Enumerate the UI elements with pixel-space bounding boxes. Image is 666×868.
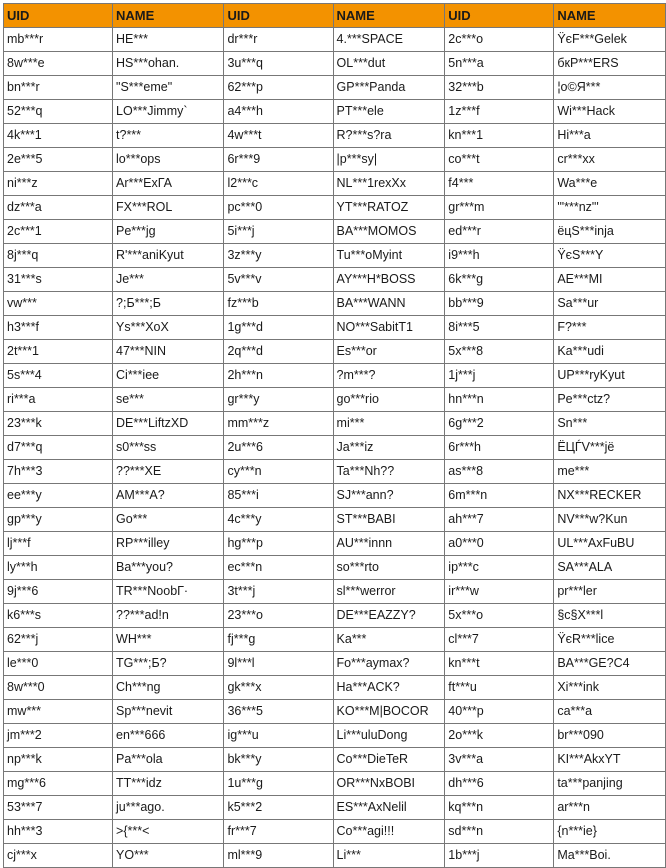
name-cell: me*** (554, 460, 666, 484)
uid-cell: sd***n (445, 820, 554, 844)
uid-name-table (3, 3, 666, 868)
uid-cell: f4*** (445, 172, 554, 196)
uid-cell: 5s***4 (4, 364, 113, 388)
uid-cell: 8w***0 (4, 676, 113, 700)
name-cell: TT***idz (113, 772, 224, 796)
uid-cell: 2c***o (445, 28, 554, 52)
name-cell: Sn*** (554, 412, 666, 436)
table-row (4, 52, 666, 76)
name-cell: Ka***udi (554, 340, 666, 364)
uid-cell: 6m***n (445, 484, 554, 508)
uid-cell: 8w***e (4, 52, 113, 76)
uid-cell: 2h***n (224, 364, 333, 388)
uid-cell: kn***t (445, 652, 554, 676)
uid-cell: 32***b (445, 76, 554, 100)
name-cell: Ch***ng (113, 676, 224, 700)
name-cell: se*** (113, 388, 224, 412)
name-cell: mi*** (333, 412, 445, 436)
name-cell: Li***uluDong (333, 724, 445, 748)
name-cell: Ci***iee (113, 364, 224, 388)
name-cell: §c§X***l (554, 604, 666, 628)
uid-cell: 7h***3 (4, 460, 113, 484)
uid-cell: ip***c (445, 556, 554, 580)
name-cell: бкP***ERS (554, 52, 666, 76)
uid-table-container (3, 3, 666, 868)
uid-cell: 8i***5 (445, 316, 554, 340)
name-cell: Ja***iz (333, 436, 445, 460)
name-cell: Wi***Hack (554, 100, 666, 124)
uid-cell: ed***r (445, 220, 554, 244)
uid-cell: ri***a (4, 388, 113, 412)
table-row (4, 652, 666, 676)
uid-cell: fr***7 (224, 820, 333, 844)
name-cell: Pe***ctz? (554, 388, 666, 412)
table-row (4, 388, 666, 412)
uid-cell: 2c***1 (4, 220, 113, 244)
uid-cell: 62***j (4, 628, 113, 652)
uid-cell: dr***r (224, 28, 333, 52)
name-cell: {n***ie} (554, 820, 666, 844)
name-cell: Sa***ur (554, 292, 666, 316)
name-cell: NX***RECKER (554, 484, 666, 508)
name-cell: s0***ss (113, 436, 224, 460)
uid-cell: hh***3 (4, 820, 113, 844)
name-cell: TG***;Б? (113, 652, 224, 676)
uid-cell: pc***0 (224, 196, 333, 220)
name-cell: Co***agi!!! (333, 820, 445, 844)
name-cell: |p***sy| (333, 148, 445, 172)
uid-cell: 31***s (4, 268, 113, 292)
uid-cell: 6g***2 (445, 412, 554, 436)
uid-cell: k6***s (4, 604, 113, 628)
uid-cell: co***t (445, 148, 554, 172)
name-cell: ??***ad!n (113, 604, 224, 628)
name-cell: YT***RATOZ (333, 196, 445, 220)
table-row (4, 484, 666, 508)
name-cell: FX***ROL (113, 196, 224, 220)
table-row (4, 76, 666, 100)
name-cell: UP***ryKyut (554, 364, 666, 388)
name-cell: Wa***e (554, 172, 666, 196)
uid-cell: cy***n (224, 460, 333, 484)
table-row (4, 316, 666, 340)
uid-cell: 2u***6 (224, 436, 333, 460)
name-cell: HS***ohan. (113, 52, 224, 76)
name-cell: Ha***ACK? (333, 676, 445, 700)
name-cell: BA***GE?C4 (554, 652, 666, 676)
name-cell: >{***< (113, 820, 224, 844)
uid-cell: 4c***y (224, 508, 333, 532)
uid-cell: 3u***q (224, 52, 333, 76)
name-cell: ?m***? (333, 364, 445, 388)
uid-cell: ml***9 (224, 844, 333, 868)
name-cell: so***rto (333, 556, 445, 580)
name-cell: 4.***SPACE (333, 28, 445, 52)
uid-cell: 23***k (4, 412, 113, 436)
name-cell: Co***DieTeR (333, 748, 445, 772)
uid-cell: 9l***l (224, 652, 333, 676)
uid-cell: 9j***6 (4, 580, 113, 604)
name-cell: DE***EAZZY? (333, 604, 445, 628)
table-row (4, 460, 666, 484)
name-cell: LO***Jimmy` (113, 100, 224, 124)
name-cell: Pa***ola (113, 748, 224, 772)
name-cell: Ta***Nh?? (333, 460, 445, 484)
uid-cell: mm***z (224, 412, 333, 436)
name-cell: NV***w?Kun (554, 508, 666, 532)
table-row (4, 340, 666, 364)
header-uid: UID (445, 4, 554, 28)
uid-cell: 6r***9 (224, 148, 333, 172)
uid-cell: 1u***g (224, 772, 333, 796)
name-cell: RP***illey (113, 532, 224, 556)
name-cell: DE***LiftzXD (113, 412, 224, 436)
table-row (4, 724, 666, 748)
uid-cell: 5n***a (445, 52, 554, 76)
table-row (4, 268, 666, 292)
uid-cell: 2t***1 (4, 340, 113, 364)
uid-cell: 85***i (224, 484, 333, 508)
uid-cell: cl***7 (445, 628, 554, 652)
uid-cell: bk***y (224, 748, 333, 772)
header-name: NAME (333, 4, 445, 28)
uid-cell: 3t***j (224, 580, 333, 604)
table-row (4, 100, 666, 124)
table-row (4, 220, 666, 244)
table-row (4, 628, 666, 652)
uid-cell: np***k (4, 748, 113, 772)
uid-cell: ec***n (224, 556, 333, 580)
name-cell: Go*** (113, 508, 224, 532)
uid-cell: 5x***o (445, 604, 554, 628)
name-cell: Li*** (333, 844, 445, 868)
name-cell: GP***Panda (333, 76, 445, 100)
uid-cell: 40***p (445, 700, 554, 724)
table-row (4, 580, 666, 604)
table-row (4, 844, 666, 868)
name-cell: ?;Б***;Б (113, 292, 224, 316)
uid-cell: ee***y (4, 484, 113, 508)
uid-cell: mb***r (4, 28, 113, 52)
table-row (4, 412, 666, 436)
uid-cell: ir***w (445, 580, 554, 604)
name-cell: en***666 (113, 724, 224, 748)
table-row (4, 796, 666, 820)
table-row (4, 364, 666, 388)
name-cell: br***090 (554, 724, 666, 748)
table-row (4, 748, 666, 772)
name-cell: "'***nz"' (554, 196, 666, 220)
table-row (4, 196, 666, 220)
name-cell: Xi***ink (554, 676, 666, 700)
name-cell: ju***ago. (113, 796, 224, 820)
header-name: NAME (554, 4, 666, 28)
name-cell: BA***MOMOS (333, 220, 445, 244)
uid-cell: 6r***h (445, 436, 554, 460)
name-cell: lo***ops (113, 148, 224, 172)
name-cell: AY***H*BOSS (333, 268, 445, 292)
uid-cell: a4***h (224, 100, 333, 124)
uid-cell: 6k***g (445, 268, 554, 292)
table-row (4, 172, 666, 196)
uid-cell: cj***x (4, 844, 113, 868)
uid-cell: 3v***a (445, 748, 554, 772)
name-cell: ta***panjing (554, 772, 666, 796)
uid-cell: jm***2 (4, 724, 113, 748)
uid-cell: 8j***q (4, 244, 113, 268)
uid-cell: bb***9 (445, 292, 554, 316)
name-cell: Tu***oMyint (333, 244, 445, 268)
uid-cell: ah***7 (445, 508, 554, 532)
header-row (4, 4, 666, 28)
name-cell: go***rio (333, 388, 445, 412)
name-cell: Ar***ExГА (113, 172, 224, 196)
name-cell: Es***or (333, 340, 445, 364)
name-cell: Pe***jg (113, 220, 224, 244)
uid-cell: 5v***v (224, 268, 333, 292)
uid-cell: d7***q (4, 436, 113, 460)
uid-cell: hn***n (445, 388, 554, 412)
name-cell: KO***M|BOCOR (333, 700, 445, 724)
uid-cell: fz***b (224, 292, 333, 316)
name-cell: ST***BABI (333, 508, 445, 532)
name-cell: BA***WANN (333, 292, 445, 316)
name-cell: AM***A? (113, 484, 224, 508)
name-cell: Ys***XoX (113, 316, 224, 340)
name-cell: Sp***nevit (113, 700, 224, 724)
table-body (4, 28, 666, 868)
name-cell: F?*** (554, 316, 666, 340)
uid-cell: h3***f (4, 316, 113, 340)
uid-cell: 1b***j (445, 844, 554, 868)
table-row (4, 556, 666, 580)
name-cell: cr***xx (554, 148, 666, 172)
uid-cell: bn***r (4, 76, 113, 100)
uid-cell: 2o***k (445, 724, 554, 748)
uid-cell: gr***y (224, 388, 333, 412)
name-cell: OR***NxBOBI (333, 772, 445, 796)
uid-cell: gp***y (4, 508, 113, 532)
header-name: NAME (113, 4, 224, 28)
uid-cell: 5x***8 (445, 340, 554, 364)
header-uid: UID (4, 4, 113, 28)
table-row (4, 532, 666, 556)
uid-cell: 23***o (224, 604, 333, 628)
uid-cell: kn***1 (445, 124, 554, 148)
name-cell: ar***n (554, 796, 666, 820)
name-cell: sl***werror (333, 580, 445, 604)
uid-cell: ig***u (224, 724, 333, 748)
name-cell: SJ***ann? (333, 484, 445, 508)
uid-cell: as***8 (445, 460, 554, 484)
name-cell: ES***AxNelil (333, 796, 445, 820)
uid-cell: 1g***d (224, 316, 333, 340)
table-row (4, 28, 666, 52)
name-cell: Ma***Boi. (554, 844, 666, 868)
uid-cell: i9***h (445, 244, 554, 268)
table-row (4, 820, 666, 844)
name-cell: UL***AxFuBU (554, 532, 666, 556)
name-cell: AU***innn (333, 532, 445, 556)
name-cell: R?***s?ra (333, 124, 445, 148)
uid-cell: 36***5 (224, 700, 333, 724)
uid-cell: ft***u (445, 676, 554, 700)
table-row (4, 244, 666, 268)
name-cell: AE***MI (554, 268, 666, 292)
name-cell: KI***AkxYT (554, 748, 666, 772)
table-row (4, 604, 666, 628)
uid-cell: mw*** (4, 700, 113, 724)
uid-cell: kq***n (445, 796, 554, 820)
uid-cell: 1z***f (445, 100, 554, 124)
name-cell: Ba***you? (113, 556, 224, 580)
uid-cell: hg***p (224, 532, 333, 556)
uid-cell: gk***x (224, 676, 333, 700)
uid-cell: ni***z (4, 172, 113, 196)
uid-cell: k5***2 (224, 796, 333, 820)
name-cell: ¦o©Я*** (554, 76, 666, 100)
name-cell: "S***eme" (113, 76, 224, 100)
uid-cell: lj***f (4, 532, 113, 556)
header-uid: UID (224, 4, 333, 28)
table-row (4, 772, 666, 796)
uid-cell: mg***6 (4, 772, 113, 796)
name-cell: HE*** (113, 28, 224, 52)
name-cell: R'***aniKyut (113, 244, 224, 268)
name-cell: ca***a (554, 700, 666, 724)
name-cell: ??***XE (113, 460, 224, 484)
uid-cell: gr***m (445, 196, 554, 220)
name-cell: NL***1rexXx (333, 172, 445, 196)
uid-cell: 2q***d (224, 340, 333, 364)
uid-cell: 1j***j (445, 364, 554, 388)
uid-cell: dh***6 (445, 772, 554, 796)
name-cell: PT***ele (333, 100, 445, 124)
name-cell: ЁЦЃV***jë (554, 436, 666, 460)
uid-cell: vw*** (4, 292, 113, 316)
name-cell: 47***NIN (113, 340, 224, 364)
name-cell: YO*** (113, 844, 224, 868)
uid-cell: 2e***5 (4, 148, 113, 172)
name-cell: ŸєF***Gelek (554, 28, 666, 52)
name-cell: ŸєS***Y (554, 244, 666, 268)
name-cell: Je*** (113, 268, 224, 292)
uid-cell: ly***h (4, 556, 113, 580)
uid-cell: 4w***t (224, 124, 333, 148)
name-cell: ŸєR***lice (554, 628, 666, 652)
name-cell: NO***SabitT1 (333, 316, 445, 340)
uid-cell: 62***p (224, 76, 333, 100)
name-cell: Fo***aymax? (333, 652, 445, 676)
name-cell: t?*** (113, 124, 224, 148)
uid-cell: le***0 (4, 652, 113, 676)
name-cell: ёцS***inja (554, 220, 666, 244)
name-cell: TR***NoobГ· (113, 580, 224, 604)
uid-cell: 3z***y (224, 244, 333, 268)
uid-cell: l2***c (224, 172, 333, 196)
name-cell: Hi***a (554, 124, 666, 148)
table-row (4, 508, 666, 532)
table-row (4, 124, 666, 148)
name-cell: pr***ler (554, 580, 666, 604)
name-cell: OL***dut (333, 52, 445, 76)
uid-cell: dz***a (4, 196, 113, 220)
uid-cell: 52***q (4, 100, 113, 124)
uid-cell: 53***7 (4, 796, 113, 820)
name-cell: SA***ALA (554, 556, 666, 580)
uid-cell: 5i***j (224, 220, 333, 244)
uid-cell: 4k***1 (4, 124, 113, 148)
table-row (4, 292, 666, 316)
uid-cell: fj***g (224, 628, 333, 652)
table-row (4, 700, 666, 724)
table-row (4, 148, 666, 172)
table-row (4, 436, 666, 460)
name-cell: WH*** (113, 628, 224, 652)
name-cell: Ka*** (333, 628, 445, 652)
table-row (4, 676, 666, 700)
uid-cell: a0***0 (445, 532, 554, 556)
